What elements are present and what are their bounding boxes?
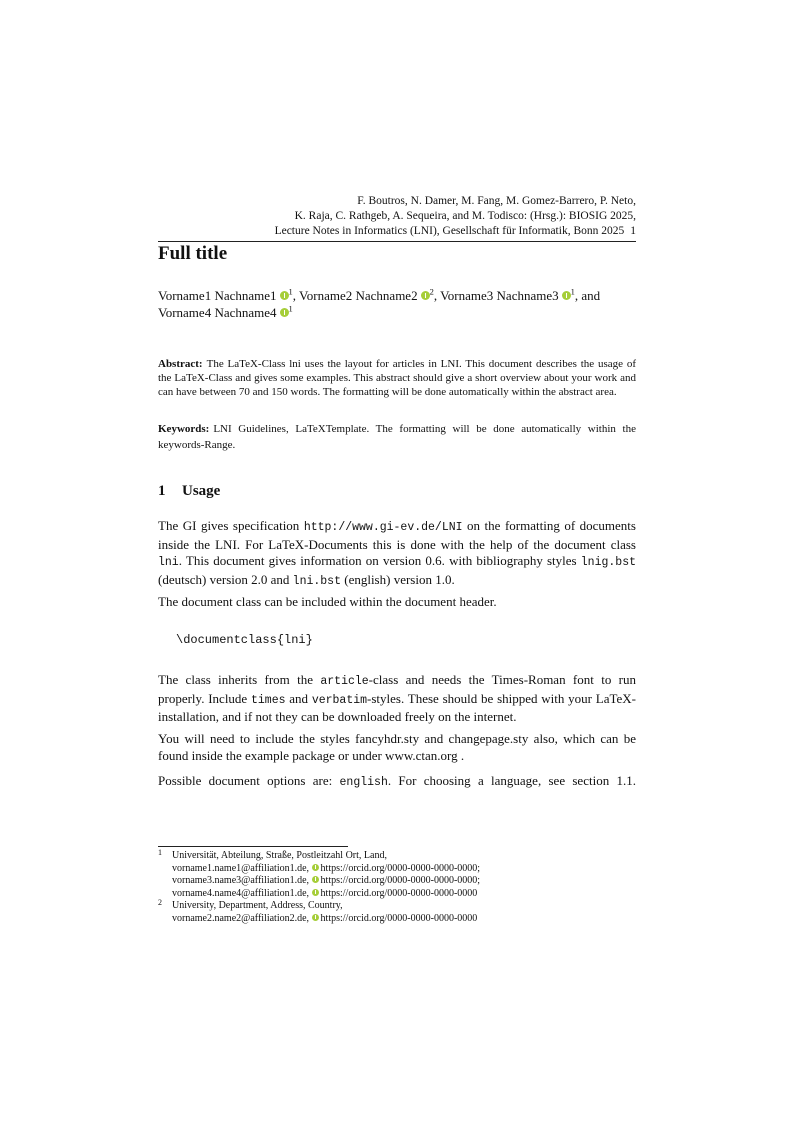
affiliation-marker: 1 bbox=[288, 303, 293, 314]
header-line-3 bbox=[158, 224, 636, 239]
affiliation-marker: 2 bbox=[429, 286, 434, 297]
footnote-number: 2 bbox=[158, 898, 162, 908]
footnote bbox=[158, 850, 636, 900]
section-heading bbox=[158, 483, 220, 500]
author-name: Vorname4 Nachname4 bbox=[158, 305, 277, 320]
paragraph-text: and bbox=[285, 690, 312, 706]
paragraph-text: -class and needs the Times-Roman font to run properly. Include bbox=[158, 672, 636, 706]
author-name: Vorname3 Nachname3 bbox=[440, 288, 559, 303]
orcid-icon bbox=[312, 864, 319, 871]
paragraph-text: (english) version 1.0. bbox=[340, 571, 455, 587]
paragraph-text: The GI gives specification bbox=[158, 518, 304, 533]
email-link[interactable]: vorname2.name2@affiliation2.de, bbox=[172, 912, 312, 924]
footnote-line: University, Department, Address, Country, bbox=[172, 900, 343, 912]
paragraph: You will need to include the styles fancyhdr.sty and changepage.sty also, which can be found inside the example package or under www.ctan.org . bbox=[158, 731, 636, 763]
footnote-line bbox=[172, 875, 636, 888]
paragraph-text: Possible document options are: bbox=[158, 773, 340, 788]
running-header bbox=[158, 194, 636, 242]
footnote bbox=[158, 900, 636, 925]
header-line-2: K. Raja, C. Rathgeb, A. Sequeira, and M. Todisco: (Hrsg.): BIOSIG 2025, bbox=[294, 210, 636, 222]
inline-code: english bbox=[339, 776, 388, 789]
footnote-line: Universität, Abteilung, Straße, Postleitzahl Ort, Land, bbox=[172, 850, 387, 861]
paragraph-text: . This document gives information on version 0.6. with bibliography styles bbox=[178, 553, 581, 568]
orcid-link[interactable]: https://orcid.org/0000-0000-0000-0000 bbox=[320, 912, 478, 924]
keywords bbox=[158, 421, 636, 453]
paragraph bbox=[158, 773, 636, 792]
url-link[interactable]: http://www.gi-ev.de/LNI bbox=[303, 521, 463, 534]
inline-code: times bbox=[250, 693, 286, 707]
author-separator: , bbox=[292, 288, 300, 303]
abstract-text: The LaTeX-Class lni uses the layout for articles in LNI. This document describes the usage of the LaTeX-Class and gives some examples. This abstract should give a short overview about your work and can have between 70 and 150 words. The formatting will be done automatically within the abstract area. bbox=[158, 358, 636, 398]
inline-code: lni.bst bbox=[292, 574, 341, 588]
orcid-icon[interactable] bbox=[562, 291, 571, 300]
affiliation-marker: 1 bbox=[570, 286, 575, 297]
paragraph bbox=[158, 672, 636, 726]
author-name: Vorname2 Nachname2 bbox=[299, 288, 418, 303]
paragraph: The document class can be included within the document header. bbox=[158, 594, 497, 609]
author bbox=[440, 288, 600, 303]
paragraph bbox=[158, 518, 636, 590]
paragraph-text: -styles. These should be shipped with your LaTeX-installation, and if not they can be downloaded freely on the internet. bbox=[158, 690, 636, 724]
orcid-link[interactable]: https://orcid.org/0000-0000-0000-0000 bbox=[320, 887, 478, 899]
section-number: 1 bbox=[158, 483, 166, 499]
inline-code: lni bbox=[158, 556, 179, 569]
orcid-icon bbox=[312, 914, 319, 921]
orcid-icon[interactable] bbox=[421, 291, 430, 300]
paragraph-text: The class inherits from the bbox=[158, 672, 321, 687]
paragraph-text: (deutsch) version 2.0 and bbox=[158, 571, 293, 587]
orcid-icon bbox=[312, 876, 319, 883]
code-block: \documentclass{lni} bbox=[176, 633, 313, 647]
paragraph-text: . For choosing a language, see section 1.1. bbox=[387, 773, 636, 788]
author-separator: , bbox=[433, 288, 441, 303]
keywords-label: Keywords: bbox=[158, 423, 210, 435]
author-separator: , and bbox=[574, 288, 601, 303]
email-link[interactable]: vorname4.name4@affiliation1.de, bbox=[172, 887, 312, 899]
footnotes bbox=[158, 850, 636, 926]
author-list bbox=[158, 287, 636, 321]
orcid-link[interactable]: https://orcid.org/0000-0000-0000-0000; bbox=[320, 875, 481, 887]
footnote-line bbox=[172, 888, 636, 901]
author-name: Vorname1 Nachname1 bbox=[158, 288, 277, 303]
email-link[interactable]: vorname1.name1@affiliation1.de, bbox=[172, 862, 312, 874]
abstract bbox=[158, 357, 636, 399]
inline-code: article bbox=[320, 675, 369, 688]
keywords-text: LNI Guidelines, LaTeXTemplate. The formatting will be done automatically within the keywords-Range. bbox=[158, 423, 636, 451]
author bbox=[158, 305, 293, 320]
section-title: Usage bbox=[182, 483, 221, 499]
author bbox=[299, 288, 440, 303]
paper-title: Full title bbox=[158, 243, 228, 264]
affiliation-marker: 1 bbox=[288, 286, 293, 297]
header-line-1: F. Boutros, N. Damer, M. Fang, M. Gomez-Barrero, P. Neto, bbox=[357, 195, 636, 207]
footnote-rule bbox=[158, 846, 348, 847]
footnote-line bbox=[172, 913, 636, 926]
orcid-link[interactable]: https://orcid.org/0000-0000-0000-0000; bbox=[320, 862, 481, 874]
orcid-icon bbox=[312, 889, 319, 896]
orcid-icon[interactable] bbox=[280, 291, 289, 300]
footnote-number: 1 bbox=[158, 848, 162, 857]
inline-code: lnig.bst bbox=[580, 556, 636, 569]
header-line-3-text: Lecture Notes in Informatics (LNI), Gesellschaft für Informatik, Bonn 2025 bbox=[274, 225, 625, 237]
orcid-icon[interactable] bbox=[280, 308, 289, 317]
paragraph-text: on the formatting of documents inside the LNI. For LaTeX-Documents this is done with the help of the document class bbox=[158, 518, 636, 552]
abstract-label: Abstract: bbox=[158, 358, 203, 370]
page-number: 1 bbox=[630, 225, 636, 237]
author bbox=[158, 288, 299, 303]
footnote-line bbox=[172, 863, 636, 876]
email-link[interactable]: vorname3.name3@affiliation1.de, bbox=[172, 875, 312, 887]
inline-code: verbatim bbox=[311, 693, 368, 707]
